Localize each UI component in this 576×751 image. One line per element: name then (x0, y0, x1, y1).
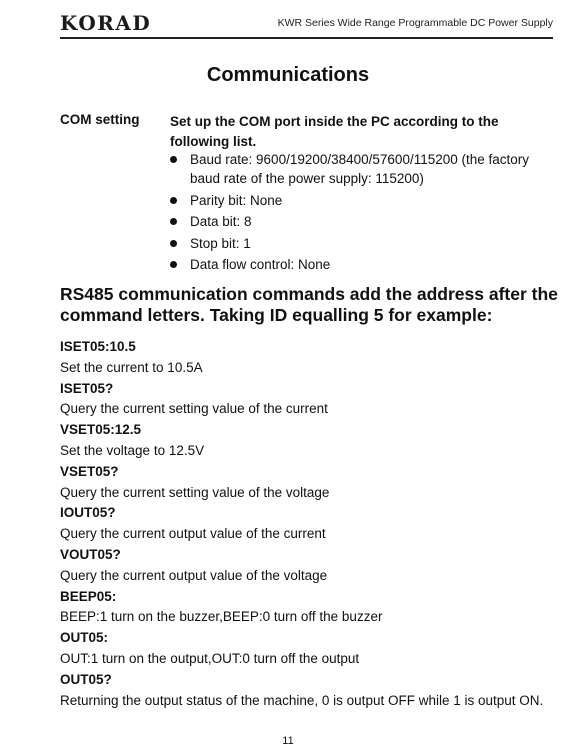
list-item (166, 255, 556, 274)
command-description: Query the current setting value of the current (60, 401, 328, 417)
command-description: Query the current output value of the voltage (60, 567, 328, 583)
command-code: VOUT05? (60, 546, 121, 562)
bullet-icon (170, 218, 177, 225)
com-setting-label: COM setting (60, 112, 140, 127)
command-code: OUT05: (60, 630, 109, 646)
command-code: ISET05? (60, 380, 114, 396)
command-code: BEEP05: (60, 588, 117, 604)
korad-logo: KORAD (60, 11, 152, 35)
command-code: IOUT05? (60, 505, 116, 521)
list-item (166, 212, 556, 231)
header-divider (60, 37, 553, 39)
com-setting-intro: Set up the COM port inside the PC according to the following list. (170, 114, 499, 149)
com-setting-list (166, 150, 556, 277)
rs485-heading: RS485 communication commands add the address after the command letters. Taking ID equalling 5 for example: (60, 284, 558, 325)
page-header (60, 11, 553, 37)
command-description: Set the voltage to 12.5V (60, 442, 205, 458)
list-item (166, 150, 556, 188)
list-item-text: Stop bit: 1 (190, 235, 251, 251)
command-code: OUT05? (60, 671, 112, 687)
list-item-text: Data bit: 8 (190, 214, 252, 229)
list-item-text: Data flow control: None (190, 257, 331, 272)
list-item (166, 191, 556, 210)
bullet-icon (170, 197, 177, 204)
command-code: VSET05:12.5 (60, 422, 142, 438)
list-item (166, 234, 556, 253)
command-description: Returning the output status of the machine, 0 is output OFF while 1 is output ON. (60, 692, 544, 708)
bullet-icon (170, 240, 177, 247)
bullet-icon (170, 261, 177, 268)
command-description: Query the current setting value of the voltage (60, 484, 330, 500)
page-title: Communications (206, 64, 370, 86)
command-description: Set the current to 10.5A (60, 359, 203, 375)
command-description: Query the current output value of the current (60, 526, 326, 542)
page-number: 11 (282, 735, 294, 747)
list-item-text: Baud rate: 9600/19200/38400/57600/115200 (the factory baud rate of the power supply: 115200) (190, 152, 530, 186)
list-item-text: Parity bit: None (190, 192, 283, 208)
bullet-icon (170, 156, 177, 163)
series-title: KWR Series Wide Range Programmable DC Power Supply (277, 17, 553, 29)
command-code: VSET05? (60, 463, 119, 479)
command-description: OUT:1 turn on the output,OUT:0 turn off the output (60, 650, 360, 666)
command-code: ISET05:10.5 (60, 339, 136, 354)
command-list (60, 337, 555, 711)
command-description: BEEP:1 turn on the buzzer,BEEP:0 turn off the buzzer (60, 609, 383, 625)
